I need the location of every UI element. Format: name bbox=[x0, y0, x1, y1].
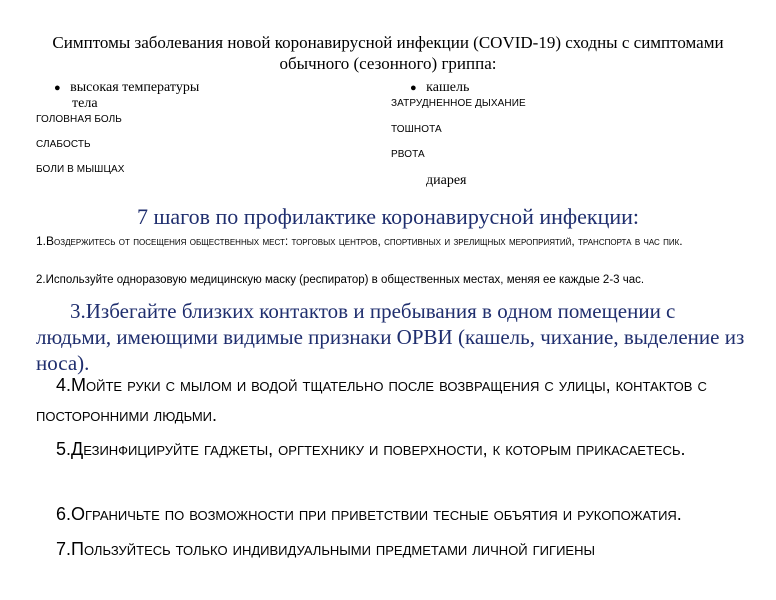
step-6: 6.Ограничьте по возможности при приветствии тесные объятия и рукопожатия. bbox=[56, 504, 682, 524]
bullet-fever-line2: тела bbox=[72, 96, 98, 111]
step-3: 3.Избегайте близких контактов и пребывания в одном помещении с людьми, имеющими видимые признаки ОРВИ (кашель, чихание, выделение из носа). bbox=[36, 299, 745, 375]
bullet-icon: ● bbox=[410, 82, 417, 94]
step-4: 4.Мойте руки с мылом и водой тщательно после возвращения с улицы, контактов с посторонними людьми. bbox=[36, 375, 707, 425]
symptom-weakness: СЛАБОСТЬ bbox=[36, 139, 91, 150]
step-7: 7.Пользуйтесь только индивидуальными предметами личной гигиены bbox=[56, 539, 595, 559]
bullet-icon: ● bbox=[54, 82, 61, 94]
prevention-heading: 7 шагов по профилактике коронавирусной инфекции: bbox=[136, 204, 640, 229]
symptom-diarrhea: диарея bbox=[426, 173, 467, 188]
bullet-cough-label: кашель bbox=[426, 80, 470, 95]
bullet-fever bbox=[54, 80, 199, 96]
step-5: 5.Дезинфицируйте гаджеты, оргтехнику и поверхности, к которым прикасаетесь. bbox=[56, 439, 686, 459]
symptom-vomiting: РВОТА bbox=[391, 149, 425, 160]
page-title: Симптомы заболевания новой коронавирусной инфекции (COVID-19) сходны с симптомами обычного (сезонного) гриппа: bbox=[52, 33, 724, 73]
bullet-cough bbox=[410, 80, 469, 96]
bullet-fever-line1: высокая температуры bbox=[70, 80, 200, 95]
symptom-headache: ГОЛОВНАЯ БОЛЬ bbox=[36, 114, 122, 125]
symptom-nausea: ТОШНОТА bbox=[391, 124, 442, 135]
symptom-muscle-pain: БОЛИ В МЫШЦАХ bbox=[36, 164, 125, 175]
step-2: 2.Используйте одноразовую медицинскую маску (респиратор) в общественных местах, меняя ее каждые 2-3 час. bbox=[36, 274, 645, 286]
symptom-breathing: ЗАТРУДНЕННОЕ ДЫХАНИЕ bbox=[391, 98, 526, 109]
step-1: 1.Воздержитесь от посещения общественных мест: торговых центров, спортивных и зрелищных мероприятий, транспорта в час пик. bbox=[36, 234, 683, 248]
